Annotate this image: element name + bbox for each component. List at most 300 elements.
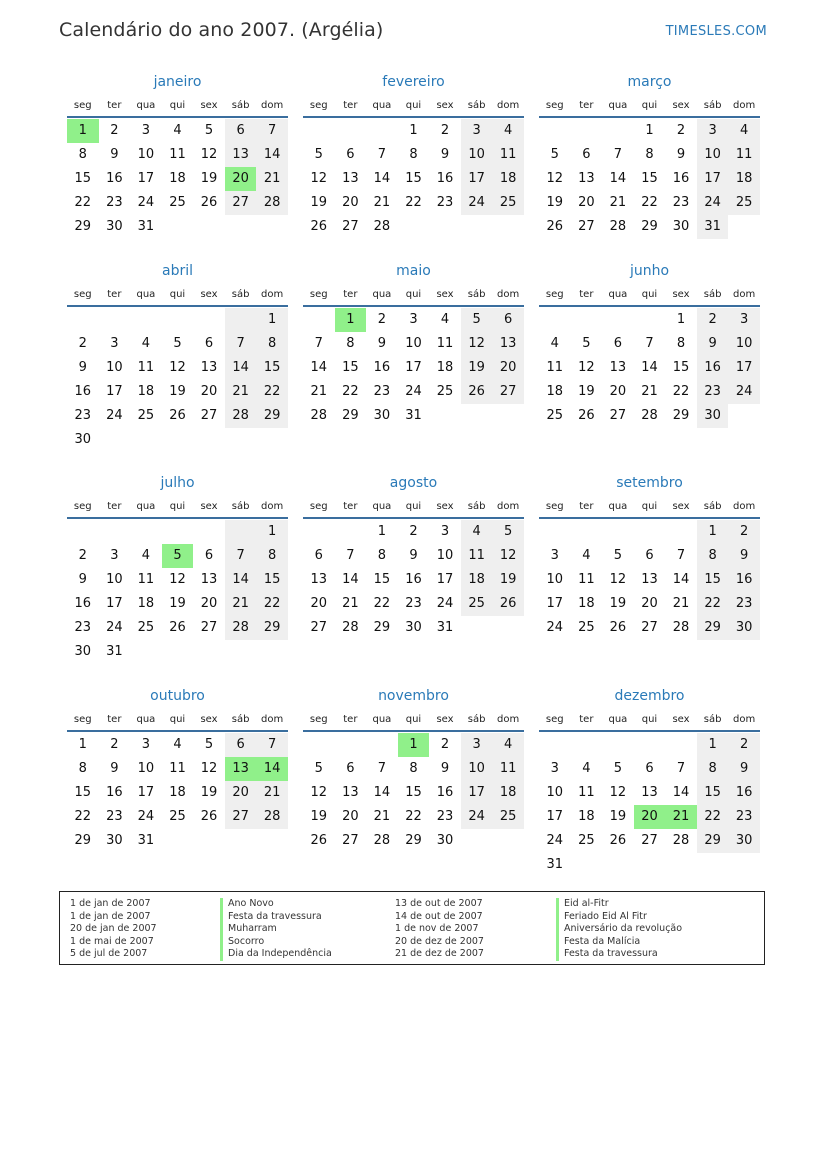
day-cell[interactable]: 3 [110, 548, 119, 563]
day-cell[interactable]: 16 [373, 360, 391, 375]
day-cell[interactable]: 6 [204, 548, 214, 563]
day-cell[interactable]: 22 [256, 592, 288, 616]
day-cell[interactable]: 21 [310, 384, 328, 399]
day-cell[interactable]: 11 [492, 757, 524, 781]
day-cell[interactable]: 29 [342, 408, 359, 423]
day-cell[interactable]: 26 [609, 620, 627, 635]
day-cell[interactable]: 11 [578, 572, 595, 587]
day-cell[interactable]: 29 [405, 833, 422, 848]
day-cell[interactable]: 9 [440, 761, 450, 776]
day-cell[interactable]: 26 [169, 620, 186, 635]
day-cell[interactable]: 12 [200, 761, 218, 776]
day-cell[interactable]: 15 [405, 785, 422, 800]
day-cell[interactable]: 2 [697, 308, 729, 332]
day-cell[interactable]: 12 [578, 360, 595, 375]
day-cell[interactable]: 14 [373, 171, 391, 186]
day-cell[interactable]: 13 [492, 332, 524, 356]
day-cell[interactable]: 26 [169, 408, 186, 423]
day-cell[interactable]: 25 [492, 805, 524, 829]
day-cell[interactable]: 2 [728, 520, 760, 544]
day-cell[interactable]: 1 [256, 520, 288, 544]
day-cell[interactable]: 16 [697, 356, 729, 380]
day-cell[interactable]: 30 [106, 833, 123, 848]
day-cell[interactable]: 14 [641, 360, 658, 375]
day-cell[interactable]: 27 [578, 219, 595, 234]
day-cell[interactable]: 23 [106, 809, 123, 824]
day-cell[interactable]: 24 [728, 380, 760, 404]
day-cell[interactable]: 27 [342, 219, 359, 234]
day-cell[interactable]: 13 [200, 572, 218, 587]
day-cell[interactable]: 24 [546, 620, 564, 635]
day-cell[interactable]: 29 [641, 219, 658, 234]
day-cell[interactable]: 12 [200, 147, 218, 162]
day-cell[interactable]: 8 [676, 336, 686, 351]
day-cell[interactable]: 28 [342, 620, 359, 635]
day-cell[interactable]: 21 [256, 167, 288, 191]
day-cell[interactable]: 27 [641, 620, 658, 635]
day-cell[interactable]: 30 [74, 644, 92, 659]
day-cell[interactable]: 10 [137, 147, 155, 162]
day-cell[interactable]: 28 [373, 219, 391, 234]
day-cell[interactable]: 10 [106, 360, 123, 375]
day-cell[interactable]: 10 [436, 548, 454, 563]
day-cell[interactable]: 15 [342, 360, 359, 375]
day-cell[interactable]: 16 [436, 785, 454, 800]
day-cell[interactable]: 18 [169, 171, 186, 186]
day-cell[interactable]: 13 [310, 572, 328, 587]
day-cell[interactable]: 17 [697, 167, 729, 191]
day-cell[interactable]: 28 [256, 805, 288, 829]
day-cell[interactable]: 29 [256, 616, 288, 640]
day-cell[interactable]: 22 [256, 380, 288, 404]
day-cell[interactable]: 27 [225, 805, 257, 829]
day-cell[interactable]: 7 [645, 336, 654, 351]
day-cell[interactable]: 9 [377, 336, 387, 351]
day-cell[interactable]: 10 [697, 143, 729, 167]
day-cell[interactable]: 17 [546, 809, 564, 824]
day-cell[interactable]: 23 [74, 620, 92, 635]
day-cell[interactable]: 18 [436, 360, 454, 375]
day-cell[interactable]: 13 [609, 360, 627, 375]
day-cell[interactable]: 13 [225, 757, 257, 781]
day-cell[interactable]: 13 [200, 360, 218, 375]
day-cell[interactable]: 4 [173, 737, 182, 752]
day-cell[interactable]: 3 [728, 308, 760, 332]
day-cell[interactable]: 15 [74, 785, 92, 800]
day-cell[interactable]: 1 [645, 123, 654, 138]
day-cell[interactable]: 18 [492, 781, 524, 805]
day-cell[interactable]: 28 [373, 833, 391, 848]
day-cell[interactable]: 1 [398, 733, 430, 757]
day-cell[interactable]: 5 [613, 548, 623, 563]
day-cell[interactable]: 1 [78, 737, 87, 752]
day-cell[interactable]: 1 [335, 308, 367, 332]
day-cell[interactable]: 16 [106, 171, 123, 186]
day-cell[interactable]: 12 [609, 785, 627, 800]
day-cell[interactable]: 10 [546, 572, 564, 587]
day-cell[interactable]: 31 [106, 644, 123, 659]
day-cell[interactable]: 18 [546, 384, 564, 399]
day-cell[interactable]: 8 [78, 761, 87, 776]
day-cell[interactable]: 27 [200, 408, 218, 423]
day-cell[interactable]: 26 [492, 592, 524, 616]
day-cell[interactable]: 4 [582, 548, 591, 563]
day-cell[interactable]: 2 [440, 123, 450, 138]
day-cell[interactable]: 2 [78, 548, 87, 563]
day-cell[interactable]: 20 [200, 596, 218, 611]
day-cell[interactable]: 11 [169, 761, 186, 776]
day-cell[interactable]: 5 [314, 147, 323, 162]
day-cell[interactable]: 16 [405, 572, 422, 587]
day-cell[interactable]: 11 [137, 572, 155, 587]
day-cell[interactable]: 8 [377, 548, 387, 563]
day-cell[interactable]: 20 [225, 167, 257, 191]
day-cell[interactable]: 13 [225, 143, 257, 167]
day-cell[interactable]: 19 [200, 785, 218, 800]
day-cell[interactable]: 21 [672, 596, 690, 611]
day-cell[interactable]: 9 [728, 757, 760, 781]
day-cell[interactable]: 23 [728, 805, 760, 829]
day-cell[interactable]: 14 [342, 572, 359, 587]
day-cell[interactable]: 26 [200, 195, 218, 210]
day-cell[interactable]: 26 [578, 408, 595, 423]
day-cell[interactable]: 23 [436, 809, 454, 824]
day-cell[interactable]: 19 [609, 809, 627, 824]
day-cell[interactable]: 7 [346, 548, 355, 563]
day-cell[interactable]: 24 [137, 809, 155, 824]
day-cell[interactable]: 15 [672, 360, 690, 375]
day-cell[interactable]: 20 [225, 781, 257, 805]
day-cell[interactable]: 19 [492, 568, 524, 592]
day-cell[interactable]: 29 [697, 616, 729, 640]
day-cell[interactable]: 25 [137, 620, 155, 635]
day-cell[interactable]: 20 [310, 596, 328, 611]
day-cell[interactable]: 2 [78, 336, 87, 351]
day-cell[interactable]: 1 [697, 520, 729, 544]
day-cell[interactable]: 17 [728, 356, 760, 380]
day-cell[interactable]: 15 [74, 171, 92, 186]
day-cell[interactable]: 19 [609, 596, 627, 611]
day-cell[interactable]: 15 [373, 572, 391, 587]
day-cell[interactable]: 29 [74, 833, 92, 848]
day-cell[interactable]: 30 [373, 408, 391, 423]
day-cell[interactable]: 3 [461, 733, 493, 757]
day-cell[interactable]: 5 [204, 737, 214, 752]
day-cell[interactable]: 21 [225, 592, 257, 616]
day-cell[interactable]: 29 [256, 404, 288, 428]
day-cell[interactable]: 21 [641, 384, 658, 399]
day-cell[interactable]: 4 [492, 733, 524, 757]
day-cell[interactable]: 4 [141, 548, 151, 563]
day-cell[interactable]: 4 [582, 761, 591, 776]
day-cell[interactable]: 25 [137, 408, 155, 423]
day-cell[interactable]: 7 [256, 119, 288, 143]
day-cell[interactable]: 8 [697, 757, 729, 781]
day-cell[interactable]: 27 [641, 833, 658, 848]
day-cell[interactable]: 27 [609, 408, 627, 423]
day-cell[interactable]: 31 [697, 215, 729, 239]
day-cell[interactable]: 18 [492, 167, 524, 191]
day-cell[interactable]: 4 [173, 123, 182, 138]
day-cell[interactable]: 14 [373, 785, 391, 800]
day-cell[interactable]: 8 [645, 147, 654, 162]
day-cell[interactable]: 1 [697, 733, 729, 757]
day-cell[interactable]: 30 [728, 829, 760, 853]
day-cell[interactable]: 29 [74, 219, 92, 234]
day-cell[interactable]: 2 [676, 123, 686, 138]
day-cell[interactable]: 2 [377, 312, 387, 327]
day-cell[interactable]: 5 [461, 308, 493, 332]
day-cell[interactable]: 6 [225, 733, 257, 757]
day-cell[interactable]: 6 [225, 119, 257, 143]
day-cell[interactable]: 27 [492, 380, 524, 404]
day-cell[interactable]: 22 [697, 592, 729, 616]
day-cell[interactable]: 17 [137, 785, 155, 800]
day-cell[interactable]: 21 [609, 195, 627, 210]
day-cell[interactable]: 31 [137, 219, 155, 234]
day-cell[interactable]: 25 [728, 191, 760, 215]
day-cell[interactable]: 21 [373, 195, 391, 210]
day-cell[interactable]: 12 [169, 572, 186, 587]
day-cell[interactable]: 1 [377, 524, 387, 539]
day-cell[interactable]: 5 [162, 544, 194, 568]
day-cell[interactable]: 20 [342, 195, 359, 210]
day-cell[interactable]: 4 [440, 312, 450, 327]
day-cell[interactable]: 28 [225, 616, 257, 640]
day-cell[interactable]: 15 [256, 568, 288, 592]
day-cell[interactable]: 21 [225, 380, 257, 404]
day-cell[interactable]: 18 [578, 596, 595, 611]
day-cell[interactable]: 3 [141, 123, 151, 138]
day-cell[interactable]: 9 [110, 147, 119, 162]
day-cell[interactable]: 9 [409, 548, 418, 563]
day-cell[interactable]: 15 [697, 568, 729, 592]
day-cell[interactable]: 14 [225, 568, 257, 592]
day-cell[interactable]: 24 [546, 833, 564, 848]
day-cell[interactable]: 10 [461, 757, 493, 781]
day-cell[interactable]: 22 [405, 809, 422, 824]
day-cell[interactable]: 8 [256, 332, 288, 356]
day-cell[interactable]: 2 [110, 737, 119, 752]
day-cell[interactable]: 19 [546, 195, 564, 210]
day-cell[interactable]: 4 [461, 520, 493, 544]
day-cell[interactable]: 5 [582, 336, 591, 351]
day-cell[interactable]: 3 [141, 737, 151, 752]
day-cell[interactable]: 13 [342, 785, 359, 800]
day-cell[interactable]: 5 [613, 761, 623, 776]
day-cell[interactable]: 16 [728, 568, 760, 592]
day-cell[interactable]: 2 [728, 733, 760, 757]
day-cell[interactable]: 18 [728, 167, 760, 191]
day-cell[interactable]: 25 [436, 384, 454, 399]
day-cell[interactable]: 27 [225, 191, 257, 215]
day-cell[interactable]: 17 [436, 572, 454, 587]
day-cell[interactable]: 10 [137, 761, 155, 776]
day-cell[interactable]: 30 [436, 833, 454, 848]
day-cell[interactable]: 6 [613, 336, 623, 351]
day-cell[interactable]: 24 [697, 191, 729, 215]
day-cell[interactable]: 18 [169, 785, 186, 800]
day-cell[interactable]: 5 [492, 520, 524, 544]
day-cell[interactable]: 4 [550, 336, 559, 351]
day-cell[interactable]: 22 [74, 809, 92, 824]
day-cell[interactable]: 16 [728, 781, 760, 805]
day-cell[interactable]: 14 [672, 785, 690, 800]
day-cell[interactable]: 28 [310, 408, 328, 423]
day-cell[interactable]: 15 [405, 171, 422, 186]
day-cell[interactable]: 20 [609, 384, 627, 399]
day-cell[interactable]: 25 [578, 620, 595, 635]
day-cell[interactable]: 7 [377, 761, 387, 776]
day-cell[interactable]: 9 [728, 544, 760, 568]
day-cell[interactable]: 14 [609, 171, 627, 186]
day-cell[interactable]: 3 [550, 548, 559, 563]
day-cell[interactable]: 12 [310, 171, 328, 186]
day-cell[interactable]: 23 [436, 195, 454, 210]
day-cell[interactable]: 13 [578, 171, 595, 186]
day-cell[interactable]: 20 [641, 596, 658, 611]
day-cell[interactable]: 19 [461, 356, 493, 380]
day-cell[interactable]: 21 [665, 805, 697, 829]
day-cell[interactable]: 23 [728, 592, 760, 616]
day-cell[interactable]: 17 [405, 360, 422, 375]
day-cell[interactable]: 7 [314, 336, 323, 351]
day-cell[interactable]: 18 [137, 384, 155, 399]
day-cell[interactable]: 6 [645, 548, 654, 563]
day-cell[interactable]: 27 [200, 620, 218, 635]
day-cell[interactable]: 22 [74, 195, 92, 210]
day-cell[interactable]: 11 [137, 360, 155, 375]
day-cell[interactable]: 22 [405, 195, 422, 210]
day-cell[interactable]: 18 [578, 809, 595, 824]
day-cell[interactable]: 15 [256, 356, 288, 380]
brand-logo[interactable]: TIMESLES.COM [665, 24, 767, 39]
day-cell[interactable]: 8 [409, 761, 418, 776]
day-cell[interactable]: 24 [137, 195, 155, 210]
day-cell[interactable]: 5 [173, 336, 182, 351]
day-cell[interactable]: 22 [342, 384, 359, 399]
day-cell[interactable]: 27 [342, 833, 359, 848]
day-cell[interactable]: 30 [74, 432, 92, 447]
day-cell[interactable]: 8 [78, 147, 87, 162]
day-cell[interactable]: 13 [641, 785, 658, 800]
day-cell[interactable]: 16 [436, 171, 454, 186]
day-cell[interactable]: 19 [310, 809, 328, 824]
day-cell[interactable]: 17 [546, 596, 564, 611]
day-cell[interactable]: 8 [346, 336, 355, 351]
day-cell[interactable]: 12 [492, 544, 524, 568]
day-cell[interactable]: 3 [697, 119, 729, 143]
day-cell[interactable]: 20 [634, 805, 666, 829]
day-cell[interactable]: 5 [314, 761, 323, 776]
day-cell[interactable]: 30 [697, 404, 729, 428]
day-cell[interactable]: 28 [672, 833, 690, 848]
day-cell[interactable]: 8 [697, 544, 729, 568]
day-cell[interactable]: 7 [225, 332, 257, 356]
day-cell[interactable]: 26 [461, 380, 493, 404]
day-cell[interactable]: 19 [169, 384, 186, 399]
day-cell[interactable]: 16 [74, 596, 92, 611]
day-cell[interactable]: 24 [106, 408, 123, 423]
day-cell[interactable]: 21 [373, 809, 391, 824]
day-cell[interactable]: 21 [256, 781, 288, 805]
day-cell[interactable]: 26 [310, 833, 328, 848]
day-cell[interactable]: 14 [672, 572, 690, 587]
day-cell[interactable]: 12 [310, 785, 328, 800]
day-cell[interactable]: 10 [106, 572, 123, 587]
day-cell[interactable]: 12 [169, 360, 186, 375]
day-cell[interactable]: 3 [409, 312, 418, 327]
day-cell[interactable]: 27 [310, 620, 328, 635]
day-cell[interactable]: 31 [137, 833, 155, 848]
day-cell[interactable]: 19 [310, 195, 328, 210]
day-cell[interactable]: 10 [728, 332, 760, 356]
day-cell[interactable]: 30 [672, 219, 690, 234]
day-cell[interactable]: 24 [461, 805, 493, 829]
day-cell[interactable]: 23 [74, 408, 92, 423]
day-cell[interactable]: 5 [550, 147, 559, 162]
day-cell[interactable]: 28 [225, 404, 257, 428]
day-cell[interactable]: 20 [342, 809, 359, 824]
day-cell[interactable]: 14 [225, 356, 257, 380]
day-cell[interactable]: 1 [256, 308, 288, 332]
day-cell[interactable]: 8 [409, 147, 418, 162]
day-cell[interactable]: 22 [373, 596, 391, 611]
day-cell[interactable]: 22 [672, 384, 690, 399]
day-cell[interactable]: 2 [440, 737, 450, 752]
day-cell[interactable]: 17 [461, 167, 493, 191]
day-cell[interactable]: 19 [578, 384, 595, 399]
day-cell[interactable]: 16 [106, 785, 123, 800]
day-cell[interactable]: 20 [578, 195, 595, 210]
day-cell[interactable]: 22 [641, 195, 658, 210]
day-cell[interactable]: 14 [256, 143, 288, 167]
day-cell[interactable]: 22 [697, 805, 729, 829]
day-cell[interactable]: 3 [461, 119, 493, 143]
day-cell[interactable]: 12 [546, 171, 564, 186]
day-cell[interactable]: 12 [609, 572, 627, 587]
day-cell[interactable]: 25 [578, 833, 595, 848]
day-cell[interactable]: 24 [461, 191, 493, 215]
day-cell[interactable]: 14 [256, 757, 288, 781]
day-cell[interactable]: 20 [200, 384, 218, 399]
day-cell[interactable]: 7 [613, 147, 623, 162]
day-cell[interactable]: 25 [169, 195, 186, 210]
day-cell[interactable]: 14 [310, 360, 328, 375]
day-cell[interactable]: 4 [728, 119, 760, 143]
day-cell[interactable]: 30 [106, 219, 123, 234]
day-cell[interactable]: 7 [676, 548, 686, 563]
day-cell[interactable]: 16 [672, 171, 690, 186]
day-cell[interactable]: 8 [256, 544, 288, 568]
day-cell[interactable]: 7 [676, 761, 686, 776]
day-cell[interactable]: 26 [546, 219, 564, 234]
day-cell[interactable]: 25 [492, 191, 524, 215]
day-cell[interactable]: 25 [461, 592, 493, 616]
day-cell[interactable]: 23 [373, 384, 391, 399]
day-cell[interactable]: 25 [546, 408, 564, 423]
day-cell[interactable]: 11 [578, 785, 595, 800]
day-cell[interactable]: 21 [342, 596, 359, 611]
day-cell[interactable]: 29 [672, 408, 690, 423]
day-cell[interactable]: 7 [225, 544, 257, 568]
day-cell[interactable]: 29 [697, 829, 729, 853]
day-cell[interactable]: 9 [78, 572, 87, 587]
day-cell[interactable]: 6 [492, 308, 524, 332]
day-cell[interactable]: 11 [169, 147, 186, 162]
day-cell[interactable]: 4 [492, 119, 524, 143]
day-cell[interactable]: 30 [405, 620, 422, 635]
